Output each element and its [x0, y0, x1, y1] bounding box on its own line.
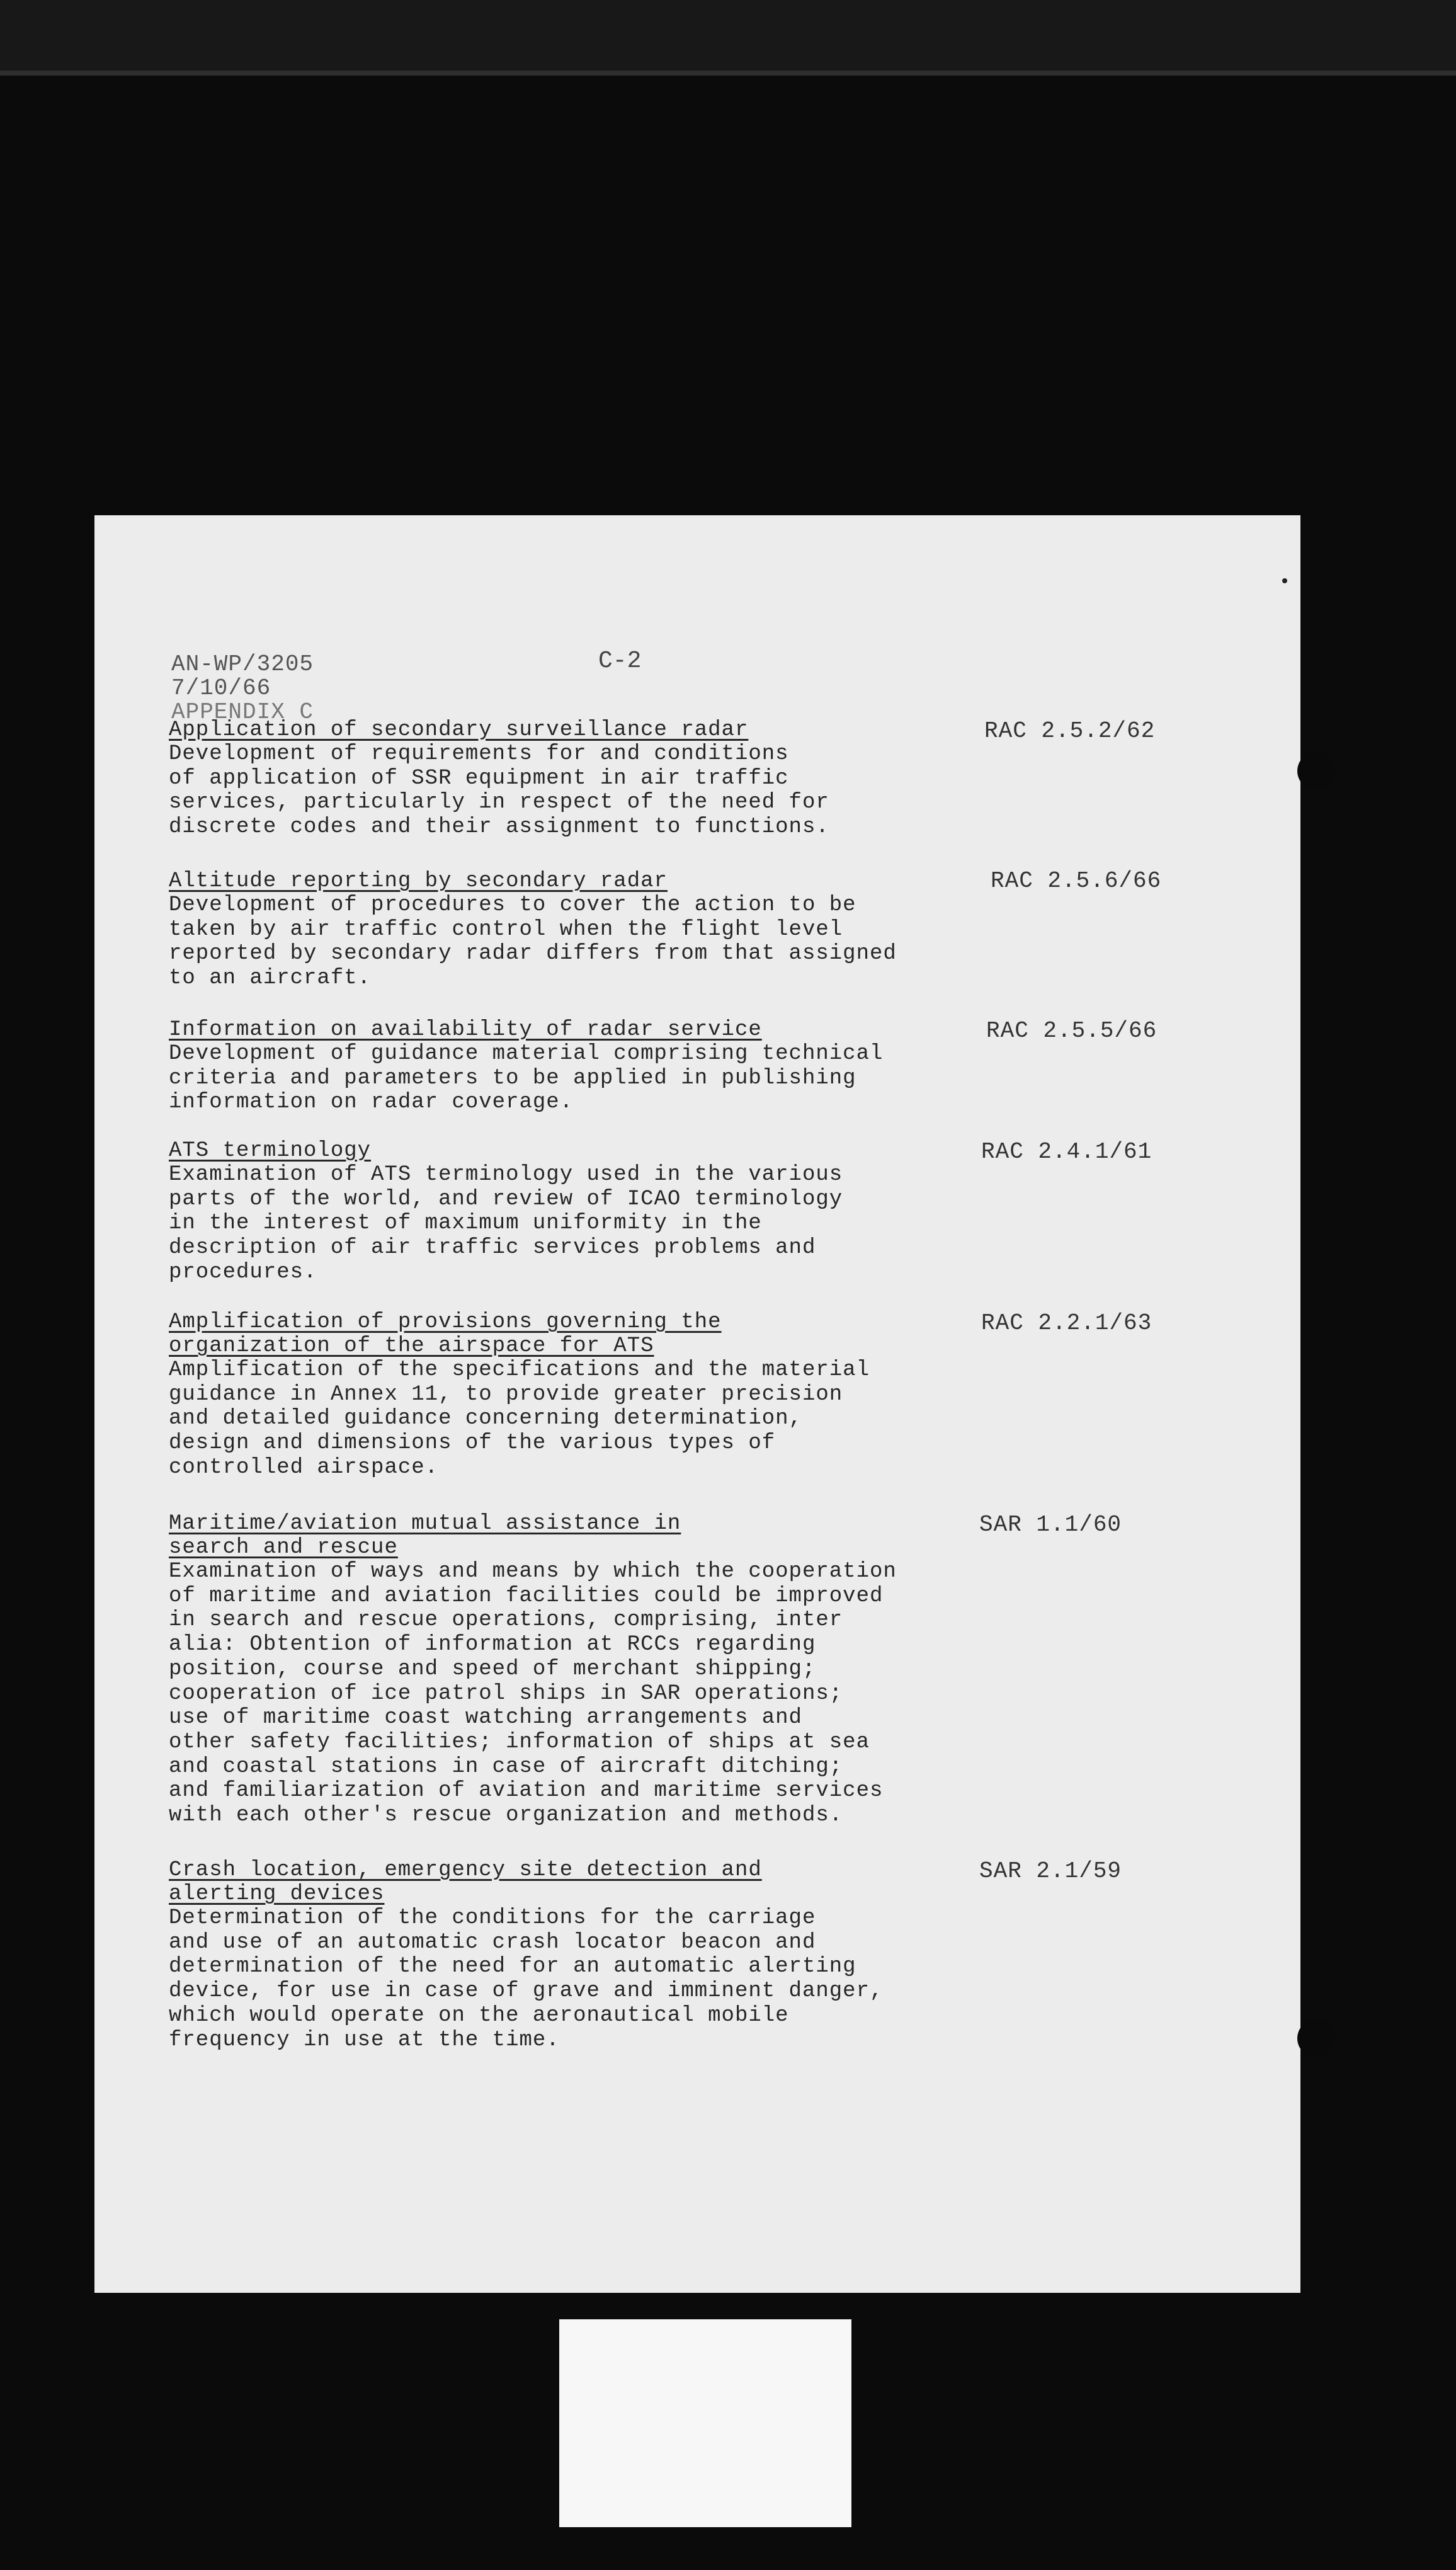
- entry-title: ATS terminology: [169, 1139, 372, 1163]
- entry-ats-terminology: [169, 1139, 987, 1285]
- punch-hole-top: [1297, 752, 1335, 790]
- entry-body: Examination of ATS terminology used in the various parts of the world, and review of ICAO terminology in the interest of maximum uniformity in the description of air traffic services problems and procedures.: [169, 1163, 843, 1284]
- doc-number: AN-WP/3205: [171, 651, 314, 677]
- entry-title: Crash location, emergency site detection and alerting devices: [169, 1858, 762, 1906]
- entry-reference: SAR 1.1/60: [979, 1512, 1122, 1538]
- entry-reference: RAC 2.5.6/66: [991, 868, 1162, 894]
- scan-top-line: [0, 71, 1456, 76]
- entry-body: Development of requirements for and conditions of application of SSR equipment in air traffic services, particularly in respect of the need for discrete codes and their assignment to functions.: [169, 742, 829, 840]
- entry-altitude-reporting: [169, 869, 987, 991]
- document-page: [94, 515, 1300, 2293]
- entry-title: Information on availability of radar service: [169, 1018, 762, 1042]
- entry-ssr-application: [169, 718, 987, 840]
- entry-reference: RAC 2.5.2/62: [984, 718, 1156, 744]
- entry-reference: RAC 2.5.5/66: [986, 1018, 1157, 1044]
- entry-maritime-aviation: [169, 1512, 987, 1828]
- entry-reference: RAC 2.2.1/63: [981, 1310, 1152, 1336]
- scan-top-bar: [0, 0, 1456, 71]
- entry-reference: SAR 2.1/59: [979, 1858, 1122, 1884]
- entry-body: Determination of the conditions for the carriage and use of an automatic crash locator beacon and determination of the need for an automatic alerting device, for use in case of grave and imminent danger, which would operate on the aeronautical mobile frequency in use at the time.: [169, 1906, 884, 2052]
- scan-target-card: [559, 2319, 851, 2527]
- entry-airspace-organization: [169, 1310, 987, 1480]
- entry-body: Examination of ways and means by which the cooperation of maritime and aviation facilities could be improved in search and rescue operations, comprising, inter alia: Obtention of information at RCCs regarding position, course and speed of merchant shipping; cooperation of ice patrol ships in SAR operations; use of maritime coast watching arrangements and other safety facilities; information of ships at sea and coastal stations in case of aircraft ditching; and familiarization of aviation and maritime services with each other's rescue organization and methods.: [169, 1560, 897, 1828]
- speck-mark: [1282, 578, 1287, 583]
- entry-body: Development of procedures to cover the action to be taken by air traffic control when the flight level reported by secondary radar differs from that assigned to an aircraft.: [169, 893, 897, 991]
- entry-body: Amplification of the specifications and the material guidance in Annex 11, to provide greater precision and detailed guidance concerning determination, design and dimensions of the various types of controlled airspace.: [169, 1358, 870, 1480]
- entry-crash-location: [169, 1858, 987, 2052]
- entry-body: Development of guidance material comprising technical criteria and parameters to be applied in publishing information on radar coverage.: [169, 1042, 884, 1115]
- entry-title: Maritime/aviation mutual assistance in search and rescue: [169, 1512, 681, 1560]
- doc-appendix: APPENDIX C: [171, 699, 314, 725]
- entry-title: Altitude reporting by secondary radar: [169, 869, 668, 893]
- entry-reference: RAC 2.4.1/61: [981, 1139, 1152, 1165]
- entry-title: Amplification of provisions governing the organization of the airspace for ATS: [169, 1310, 722, 1358]
- entry-radar-availability: [169, 1018, 987, 1115]
- doc-date: 7/10/66: [171, 675, 271, 701]
- entry-title: Application of secondary surveillance radar: [169, 718, 749, 742]
- page-number: C-2: [598, 648, 642, 675]
- punch-hole-bottom: [1297, 2019, 1335, 2057]
